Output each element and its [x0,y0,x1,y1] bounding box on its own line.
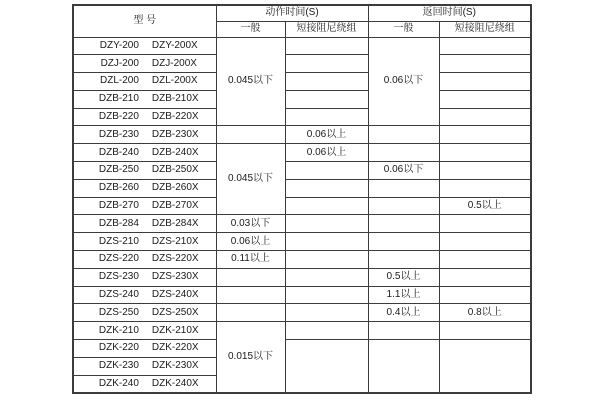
return-general-cell [368,197,439,215]
table-row [73,215,531,233]
return-general-cell: 1.1以上 [368,286,439,304]
model-name-x: DZJ-200X [151,57,197,69]
return-damping-cell [439,73,531,91]
model-name: DZB-240 [98,146,139,158]
relay-spec-table [72,4,532,394]
model-cell [73,90,216,108]
return-general-cell [368,251,439,269]
model-name: DZS-220 [98,253,139,265]
return-general-merged-cell [368,340,439,393]
return-damping-cell [439,179,531,197]
model-name-x: DZY-200X [151,39,198,51]
model-name-x: DZK-220X [151,342,199,354]
model-name-x: DZS-220X [151,253,199,265]
table-row [73,286,531,304]
table-row [73,197,531,215]
return-damping-cell [439,144,531,162]
header-row-1 [73,5,531,21]
action-damping-cell [285,55,368,73]
header-action-general: 一般 [216,21,285,37]
return-damping-cell [439,233,531,251]
table-row [73,55,531,73]
action-damping-cell [285,304,368,322]
action-general-cell: 0.06以上 [216,233,285,251]
return-damping-cell [439,268,531,286]
model-name-x: DZB-250X [151,164,199,176]
model-cell [73,375,216,393]
model-name: DZL-200 [100,75,139,87]
table-row [73,268,531,286]
return-general-cell [368,322,439,340]
model-name: DZY-200 [99,39,139,51]
model-name-x: DZL-200X [151,75,198,87]
action-damping-cell [285,179,368,197]
model-name: DZK-230 [98,360,139,372]
model-name: DZS-240 [98,289,139,301]
model-cell [73,179,216,197]
model-name: DZB-284 [98,217,139,229]
return-damping-cell [439,55,531,73]
model-cell [73,215,216,233]
table-row [73,251,531,269]
action-damping-cell [285,108,368,126]
model-cell [73,268,216,286]
return-general-cell [368,215,439,233]
model-name: DZB-260 [98,182,139,194]
table-row [73,37,531,55]
model-name: DZS-230 [98,271,139,283]
model-name-x: DZK-240X [151,377,199,389]
action-damping-cell [285,322,368,340]
return-damping-cell [439,162,531,180]
table-row [73,162,531,180]
model-name-x: DZS-240X [151,289,199,301]
model-cell [73,197,216,215]
model-cell [73,162,216,180]
model-name-x: DZK-210X [151,324,199,336]
header-action-time: 动作时间(S) [216,5,368,21]
model-name-x: DZB-240X [151,146,199,158]
action-damping-cell [285,215,368,233]
model-name: DZK-240 [98,377,139,389]
action-damping-cell: 0.06以上 [285,144,368,162]
model-cell [73,55,216,73]
model-name: DZS-250 [98,306,139,318]
header-model: 型 号 [73,5,216,37]
model-cell [73,126,216,144]
model-cell [73,233,216,251]
return-damping-cell [439,322,531,340]
return-damping-cell [439,126,531,144]
model-name: DZJ-200 [100,57,139,69]
model-name: DZK-220 [98,342,139,354]
header-return-general: 一般 [368,21,439,37]
action-general-cell [216,286,285,304]
action-damping-cell [285,73,368,91]
action-general-cell [216,268,285,286]
table-row [73,322,531,340]
action-general-merged-cell: 0.015以下 [216,322,285,393]
action-damping-cell [285,37,368,55]
action-damping-cell [285,233,368,251]
header-action-damping: 短接阻尼绕组 [285,21,368,37]
model-name: DZB-270 [98,200,139,212]
table-row [73,90,531,108]
return-damping-cell [439,90,531,108]
action-general-cell [216,126,285,144]
return-damping-cell: 0.8以上 [439,304,531,322]
return-general-cell [368,233,439,251]
table-row [73,340,531,358]
return-general-cell: 0.5以上 [368,268,439,286]
model-name-x: DZB-230X [151,128,199,140]
header-return-damping: 短接阻尼绕组 [439,21,531,37]
table-row [73,233,531,251]
return-damping-merged-cell [439,340,531,393]
return-damping-cell [439,286,531,304]
return-general-cell [368,126,439,144]
table-row [73,304,531,322]
return-damping-cell [439,251,531,269]
model-cell [73,144,216,162]
model-name: DZB-250 [98,164,139,176]
model-cell [73,357,216,375]
model-cell [73,108,216,126]
return-general-cell [368,179,439,197]
model-name-x: DZB-210X [151,93,199,105]
action-damping-cell [285,162,368,180]
model-name-x: DZB-260X [151,182,199,194]
action-damping-cell [285,90,368,108]
model-cell [73,37,216,55]
model-name: DZK-210 [98,324,139,336]
model-name: DZB-230 [98,128,139,140]
action-general-cell: 0.11以上 [216,251,285,269]
model-name-x: DZS-230X [151,271,199,283]
action-general-cell: 0.03以下 [216,215,285,233]
action-damping-cell [285,197,368,215]
model-name-x: DZB-270X [151,200,199,212]
model-cell [73,251,216,269]
model-cell [73,286,216,304]
action-general-merged-cell: 0.045以下 [216,144,285,215]
table-row [73,144,531,162]
action-damping-merged-cell [285,340,368,393]
model-name: DZB-210 [98,93,139,105]
table-row [73,108,531,126]
return-general-merged-cell: 0.06以下 [368,37,439,126]
model-name-x: DZS-210X [151,235,199,247]
action-general-cell [216,304,285,322]
model-cell [73,73,216,91]
header-return-time: 返回时间(S) [368,5,531,21]
action-general-merged-cell: 0.045以下 [216,37,285,126]
model-cell [73,322,216,340]
model-name-x: DZB-284X [151,217,199,229]
table-row [73,73,531,91]
model-cell [73,304,216,322]
return-damping-cell [439,37,531,55]
return-general-cell: 0.4以上 [368,304,439,322]
model-name-x: DZB-220X [151,111,199,123]
model-name: DZS-210 [98,235,139,247]
action-damping-cell [285,268,368,286]
table-row [73,126,531,144]
model-name-x: DZS-250X [151,306,199,318]
table-row [73,179,531,197]
return-damping-cell [439,108,531,126]
return-general-cell [368,144,439,162]
model-name-x: DZK-230X [151,360,199,372]
return-general-cell: 0.06以下 [368,162,439,180]
model-cell [73,340,216,358]
action-damping-cell [285,286,368,304]
return-damping-cell: 0.5以上 [439,197,531,215]
action-damping-cell [285,251,368,269]
return-damping-cell [439,215,531,233]
action-damping-cell: 0.06以上 [285,126,368,144]
model-name: DZB-220 [98,111,139,123]
